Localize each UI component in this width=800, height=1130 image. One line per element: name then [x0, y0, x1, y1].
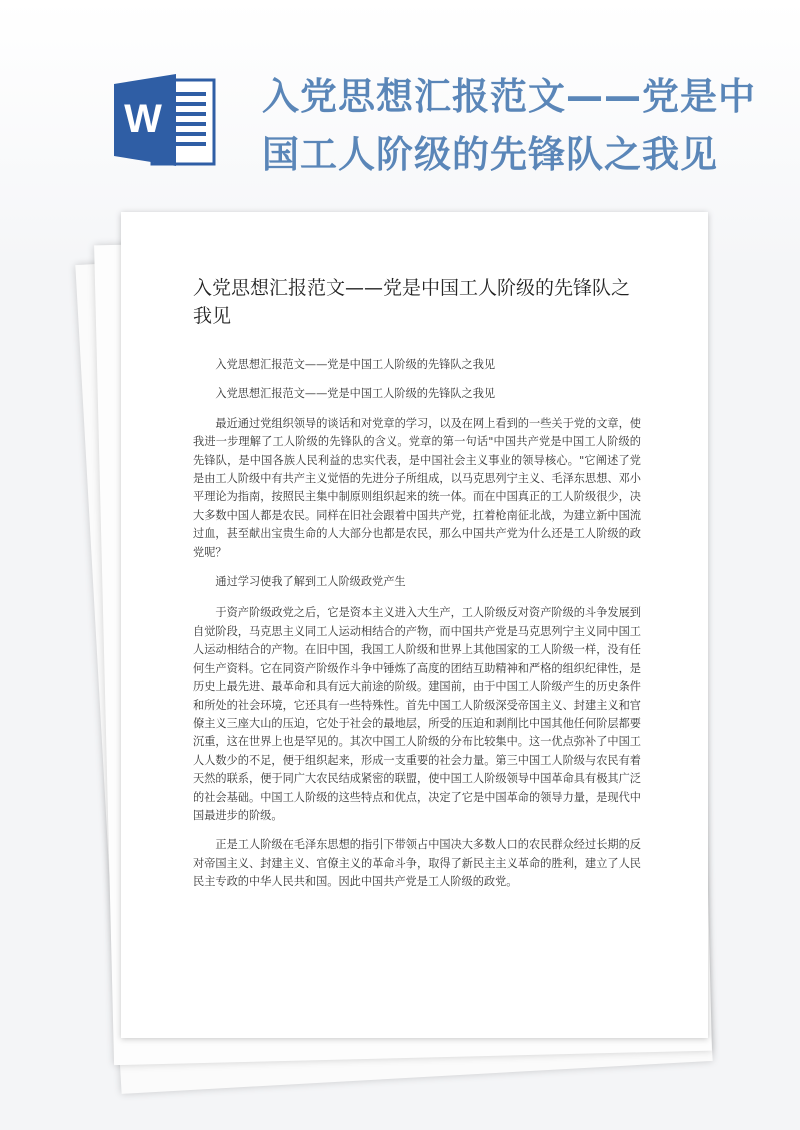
document-title: 入党思想汇报范文——党是中国工人阶级的先锋队之我见	[193, 277, 631, 327]
paragraph-intro: 最近通过党组织领导的谈话和对党章的学习，以及在网上看到的一些关于党的文章，使我进一步理解了工人阶级的先锋队的含义。党章的第一句话"中国共产党是中国工人阶级的先锋队，是中国各族人民利益的忠实代表，是中国社会主义事业的领导核心。"它阐述了党是由工人阶级中有共产主义觉悟的先进分子所组成，以马克思列宁主义、毛泽东思想、邓小平理论为指南，按照民主集中制原则组织起来的统一体。而在中国真正的工人阶级很少，决大多数中国人都是农民。同样在旧社会跟着中国共产党，扛着枪南征北战，为建立新中国流过血，甚至献出宝贵生命的人大部分也都是农民，那么中国共产党为什么还是工人阶级的政党呢？	[193, 416, 641, 559]
document-page	[121, 212, 708, 1038]
word-icon-letter: W	[124, 97, 162, 141]
word-document-icon	[112, 74, 216, 166]
header-title: 入党思想汇报范文——党是中国工人阶级的先锋队之我见	[262, 75, 756, 176]
paragraph-subhead: 通过学习使我了解到工人阶级政党产生	[215, 575, 406, 589]
paragraph-main: 于资产阶级政党之后，它是资本主义进入大生产，工人阶级反对资产阶级的斗争发展到自觉阶段，马克思主义同工人运动相结合的产物，而中国共产党是马克思列宁主义同中国工人运动相结合的产物。在旧中国，我国工人阶级和世界上其他国家的工人阶级一样，没有任何生产资料。它在同资产阶级作斗争中锤炼了高度的团结互助精神和严格的组织纪律性，是历史上最先进、最革命和具有远大前途的阶级。建国前，由于中国工人阶级产生的历史条件和所处的社会环境，它还具有一些特殊性。首先中国工人阶级深受帝国主义、封建主义和官僚主义三座大山的压迫，它处于社会的最地层，所受的压迫和剥削比中国其他任何阶层都要沉重，这在世界上也是罕见的。其次中国工人阶级的分布比较集中。这一优点弥补了中国工人人数少的不足，便于组织起来，形成一支重要的社会力量。第三中国工人阶级与农民有着天然的联系，便于同广大农民结成紧密的联盟，使中国工人阶级领导中国革命具有极其广泛的社会基础。中国工人阶级的这些特点和优点，决定了它是中国革命的领导力量，是现代中国最进步的阶级。	[193, 606, 641, 822]
paragraph-heading-1: 入党思想汇报范文——党是中国工人阶级的先锋队之我见	[215, 358, 496, 371]
paragraph-heading-2: 入党思想汇报范文——党是中国工人阶级的先锋队之我见	[215, 387, 496, 401]
document-body	[193, 356, 641, 903]
paragraph-conclusion: 正是工人阶级在毛泽东思想的指引下带领占中国决大多数人口的农民群众经过长期的反对帝国主义、封建主义、官僚主义的革命斗争，取得了新民主主义革命的胜利，建立了人民民主专政的中华人民共和国。因此中国共产党是工人阶级的政党。	[193, 838, 641, 889]
